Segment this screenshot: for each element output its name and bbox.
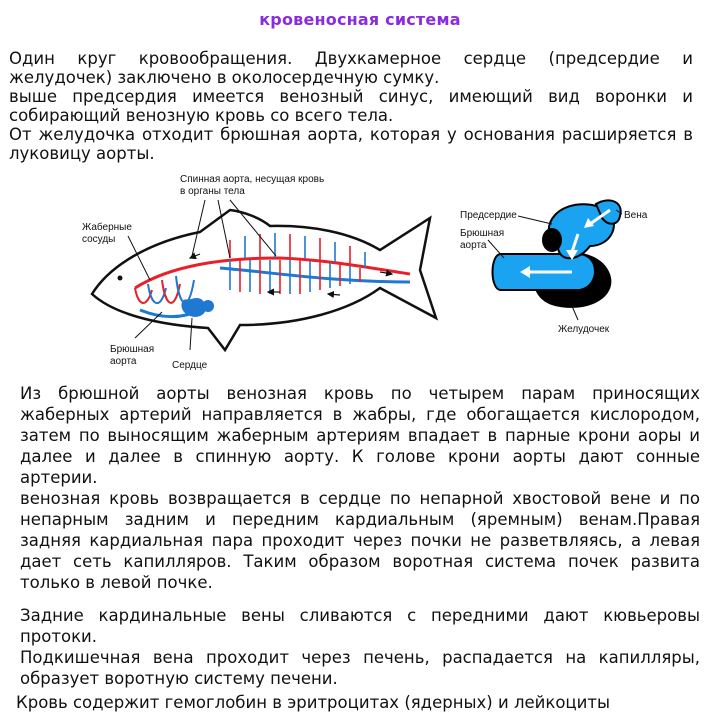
body-text-3: Кровь содержит гемоглобин в эритроцитах (ядерных) и лейкоциты xyxy=(16,693,611,712)
label-heart-aorta-1: Брюшная xyxy=(460,228,505,239)
body-text-2: Задние кардинальные вены сливаются с передними дают кювьеровы протоки. Подкишечная вена проходит через печень, распадается на капилляры, образует воротную систему печени. xyxy=(20,606,700,688)
label-vein: Вена xyxy=(624,210,648,221)
label-ventral-aorta-1: Брюшная xyxy=(110,344,155,355)
intro-text: Один круг кровообращения. Двухкамерное сердце (предсердие и желудочек) заключено в околосердечную сумку. выше предсердия имеется венозный синус, имеющий вид воронки и собирающий венозную кровь со всего тела. От желудочка отходит брюшная аорта, которая у основания расширяется в луковицу аорты. xyxy=(9,49,693,163)
label-heart-aorta-2: аорта xyxy=(460,240,487,251)
label-gill-vessels-1: Жаберные xyxy=(82,222,132,233)
fish-eye xyxy=(118,276,123,281)
sinus-dark xyxy=(542,228,562,252)
fish-circulation-diagram xyxy=(80,170,440,370)
label-ventral-aorta-2: аорта xyxy=(110,356,137,367)
label-dorsal-aorta-2: в органы тела xyxy=(180,186,245,197)
body-text-1: Из брюшной аорты венозная кровь по четырем парам приносящих жаберных артерий направляется в жабры, где обогащается кислородом, затем по выносящим жаберным артериям впадает в парные крони аоры и далее и далее в спинную аорту. К голове крони аорты дают сонные артерии. венозная кровь возвращается в сердце по непарной хвостовой вене и по непарным задним и передним кардиальным (яремным) венам.Правая задняя кардиальная пара проходит через почки не разветвляясь, а левая дает сеть капилляров. Таким образом воротная система почек развита только в левой почке. xyxy=(20,384,700,592)
label-heart: Сердце xyxy=(172,360,208,371)
label-dorsal-aorta-1: Спинная аорта, несущая кровь xyxy=(180,174,325,185)
label-ventricle: Желудочек xyxy=(558,324,610,335)
body-paragraph-2 xyxy=(20,605,700,689)
body-paragraph-3 xyxy=(16,692,706,713)
body-paragraph-1 xyxy=(20,383,700,593)
heart-structure-diagram xyxy=(460,196,660,336)
label-atrium: Предсердие xyxy=(460,210,517,221)
page-title: кровеносная система xyxy=(259,10,461,29)
intro-paragraph xyxy=(9,49,693,163)
label-gill-vessels-2: сосуды xyxy=(82,234,116,245)
fish-body-outline xyxy=(92,210,436,350)
